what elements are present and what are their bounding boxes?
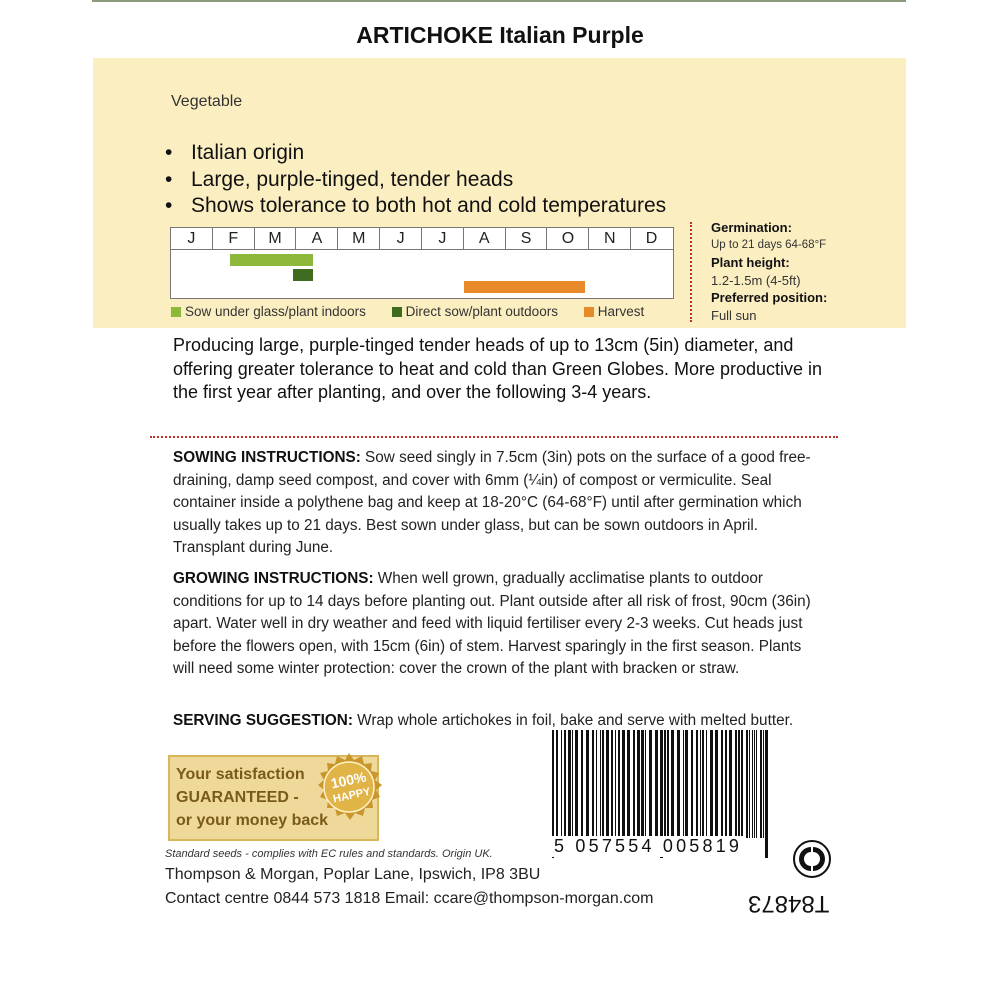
barcode-bar <box>710 730 713 838</box>
germination-label: Germination: <box>711 220 792 235</box>
calendar-bar-direct-sow <box>293 269 314 281</box>
recycle-arrow-right <box>813 847 825 871</box>
calendar-month: S <box>506 228 548 249</box>
barcode-bar <box>645 730 646 838</box>
contact-details: Contact centre 0844 573 1818 Email: ccare@thompson-morgan.com <box>165 890 654 907</box>
growing-info <box>711 219 827 324</box>
barcode-bar <box>581 730 583 838</box>
sowing-calendar <box>170 227 674 299</box>
calendar-month: A <box>297 228 339 249</box>
barcode-bar <box>721 730 723 838</box>
legend-direct-sow: Direct sow/plant outdoors <box>392 304 558 319</box>
barcode-bar <box>741 730 743 838</box>
barcode-bar <box>725 730 727 838</box>
barcode-bar <box>615 730 616 838</box>
seal-bottom-text: HAPPY <box>332 785 372 806</box>
height-value: 1.2-1.5m (4-5ft) <box>711 272 801 288</box>
barcode-bar <box>618 730 620 838</box>
section-divider <box>150 436 838 438</box>
barcode-bar <box>641 730 644 838</box>
category-label: Vegetable <box>171 93 243 110</box>
barcode-bar <box>556 730 558 838</box>
barcode-bar <box>735 730 737 838</box>
barcode-bar <box>572 730 573 838</box>
guarantee-text <box>176 763 328 832</box>
barcode-bar <box>700 730 701 838</box>
barcode-bar <box>763 730 764 838</box>
barcode-bar <box>702 730 704 838</box>
calendar-month: F <box>213 228 255 249</box>
barcode-bar <box>600 730 601 838</box>
barcode-bar <box>706 730 707 838</box>
sowing-heading: SOWING INSTRUCTIONS: <box>173 449 361 466</box>
calendar-month: J <box>422 228 464 249</box>
barcode-bar <box>760 730 762 838</box>
feature-item: • Large, purple-tinged, tender heads <box>165 167 514 191</box>
barcode-bar <box>677 730 680 838</box>
barcode-bar <box>575 730 578 838</box>
sowing-instructions <box>173 447 823 560</box>
barcode-bar <box>696 730 698 838</box>
serving-heading: SERVING SUGGESTION: <box>173 712 353 729</box>
barcode-bar <box>611 730 613 838</box>
happy-seal-icon <box>314 752 384 822</box>
calendar-legend <box>171 304 666 319</box>
barcode-bar <box>667 730 669 838</box>
serving-text: Wrap whole artichokes in foil, bake and serve with melted butter. <box>352 712 794 729</box>
barcode-bar <box>683 730 684 838</box>
calendar-month: M <box>255 228 297 249</box>
barcode-bar <box>561 730 562 838</box>
calendar-month: O <box>548 228 590 249</box>
info-divider <box>690 222 692 322</box>
barcode-bar <box>606 730 609 838</box>
barcode-bar <box>746 730 748 838</box>
germination-value: Up to 21 days 64-68°F <box>711 238 827 251</box>
barcode-bar <box>649 730 652 838</box>
barcode-bar <box>765 730 768 858</box>
sowing-text: Sow seed singly in 7.5cm (3in) pots on the surface of a good free-draining, damp seed compost, and cover with 6mm (¼in) of compost or vermiculite. Seal container inside a polythene bag and keep at 18-20°C (64-68°F) until after germination which usually takes up to 21 days. Best sown under glass, but can be sown outdoors in April. Transplant during June. <box>173 449 811 557</box>
calendar-month: J <box>380 228 422 249</box>
calendar-month: J <box>171 228 213 249</box>
barcode-bar <box>729 730 732 838</box>
barcode-bar <box>627 730 630 838</box>
barcode-bar <box>568 730 571 838</box>
barcode-bar <box>691 730 693 838</box>
recycle-arrow-left <box>799 847 811 871</box>
product-code: T84873 <box>748 890 830 917</box>
height-label: Plant height: <box>711 255 790 270</box>
company-address: Thompson & Morgan, Poplar Lane, Ipswich, IP8 3BU <box>165 866 541 883</box>
guarantee-line: GUARANTEED - <box>176 789 299 806</box>
feature-item: • Italian origin <box>165 141 305 164</box>
barcode-bar <box>592 730 594 838</box>
barcode-bar <box>586 730 589 838</box>
barcode-bar <box>596 730 597 838</box>
legend-swatch <box>584 307 594 317</box>
barcode-bar <box>749 730 750 838</box>
guarantee-line: Your satisfaction <box>176 766 305 783</box>
calendar-month: M <box>338 228 380 249</box>
green-dot-recycle-icon <box>792 839 832 879</box>
page-title: ARTICHOKE Italian Purple <box>356 22 644 48</box>
growing-instructions <box>173 568 823 681</box>
barcode-bar <box>655 730 658 838</box>
legend-harvest: Harvest <box>584 304 645 319</box>
legend-sow-indoors: Sow under glass/plant indoors <box>171 304 366 319</box>
calendar-divider <box>171 249 673 250</box>
calendar-month: A <box>464 228 506 249</box>
barcode-bar <box>752 730 753 838</box>
barcode-bar <box>754 730 755 838</box>
legend-swatch <box>392 307 402 317</box>
compliance-note: Standard seeds - complies with EC rules and standards. Origin UK. <box>165 848 493 860</box>
barcode-bar <box>564 730 566 838</box>
barcode-number: 5 057554 005819 <box>554 836 743 856</box>
barcode-bar <box>602 730 604 838</box>
feature-list <box>165 140 666 220</box>
seal-top-text: 100% <box>329 768 368 792</box>
calendar-bar-sow-indoors <box>230 254 314 266</box>
guarantee-line: or your money back <box>176 812 329 829</box>
legend-swatch <box>171 307 181 317</box>
barcode-bar <box>664 730 666 838</box>
description: Producing large, purple-tinged tender heads of up to 13cm (5in) diameter, and offering greater tolerance to heat and cold than Green Globes. More productive in the first year after planting, and over the following 3-4 years. <box>173 335 823 402</box>
barcode-bar <box>715 730 718 838</box>
barcode-bar <box>622 730 625 838</box>
barcode-bar <box>738 730 740 838</box>
barcode-bar <box>637 730 640 838</box>
barcode-bar <box>685 730 688 838</box>
calendar-month: N <box>589 228 631 249</box>
barcode-bar <box>633 730 635 838</box>
calendar-month: D <box>645 230 658 247</box>
position-value: Full sun <box>711 307 757 323</box>
feature-item: • Shows tolerance to both hot and cold temperatures <box>165 194 667 217</box>
calendar-bar-harvest <box>464 281 585 293</box>
position-label: Preferred position: <box>711 290 828 305</box>
barcode-bar <box>671 730 674 838</box>
growing-heading: GROWING INSTRUCTIONS: <box>173 570 374 587</box>
top-border <box>92 0 906 2</box>
barcode-bar <box>756 730 757 838</box>
growing-text: When well grown, gradually acclimatise plants to outdoor conditions for up to 14 days before planting out. Plant outside after all risk of frost, 90cm (36in) apart. Water well in dry weather and feed with liquid fertiliser every 2-3 weeks. Cut heads just before the flowers open, with 15cm (6in) of stem. Harvest sparingly in the first season. Plants will need some winter protection: cover the crown of the plant with bracken or straw. <box>173 570 811 678</box>
